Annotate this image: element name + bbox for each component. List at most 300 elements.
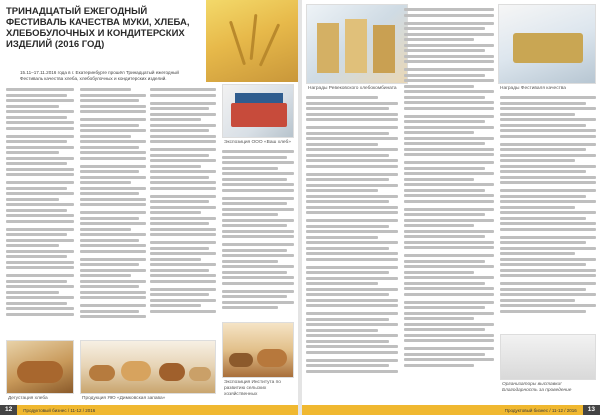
text-line [500, 288, 586, 291]
caption-tasting: Дегустация хлеба [8, 396, 48, 401]
text-line [150, 154, 209, 157]
text-line [306, 247, 389, 250]
text-line [404, 208, 494, 211]
text-line [404, 60, 494, 63]
text-line [80, 105, 146, 108]
text-line [306, 178, 389, 181]
text-line [500, 211, 596, 214]
text-line [404, 246, 494, 249]
text-line [306, 165, 398, 168]
article-title: ТРИНАДЦАТЫЙ ЕЖЕГОДНЫЙ ФЕСТИВАЛЬ КАЧЕСТВА МУКИ, ХЛЕБА, ХЛЕБОБУЛОЧНЫХ И КОНДИТЕРСКИХ ИЗДЕЛИЙ (2016 ГОД) [6, 6, 190, 50]
text-line [222, 172, 294, 175]
article-lead: 15.11–17.11.2016 года в г. Екатеринбурге прошёл Тринадцатый ежегодный Фестиваль качества хлеба, хлебобулочных и кондитерских изделий. [20, 70, 179, 81]
text-line [6, 192, 74, 195]
text-line [6, 255, 67, 258]
text-line [6, 121, 74, 124]
text-line [222, 161, 294, 164]
text-line [6, 302, 67, 305]
text-line [404, 364, 474, 367]
text-line [80, 222, 146, 225]
text-line [404, 235, 485, 238]
text-line [150, 181, 216, 184]
text-line [80, 203, 146, 206]
text-line [6, 296, 74, 299]
text-line [500, 154, 596, 157]
text-line [404, 68, 494, 71]
text-line [150, 88, 216, 91]
text-line [306, 189, 378, 192]
text-line [404, 27, 485, 30]
text-line [6, 214, 74, 217]
text-line [404, 107, 494, 110]
text-line [404, 131, 474, 134]
text-line [306, 345, 398, 348]
text-line [150, 258, 201, 261]
text-line [80, 151, 146, 154]
text-line [404, 312, 494, 315]
text-line [500, 176, 596, 179]
text-line [6, 187, 67, 190]
text-line [6, 291, 59, 294]
text-line [80, 129, 146, 132]
text-line [150, 228, 216, 231]
text-line [150, 159, 216, 162]
text-line [6, 307, 74, 310]
text-line [222, 249, 287, 252]
text-line [80, 258, 146, 261]
footer-right [302, 405, 600, 415]
awards-photo-2 [498, 4, 596, 84]
text-line [404, 120, 485, 123]
text-line [500, 274, 596, 277]
wheat-stalk-icon [259, 23, 280, 66]
text-line [6, 151, 59, 154]
text-line [80, 296, 146, 299]
text-line [222, 156, 287, 159]
text-line [150, 118, 201, 121]
caption-awards-renew: Награды Ревековского хлебокомбината [308, 86, 397, 91]
text-line [150, 195, 216, 198]
text-line [404, 358, 494, 361]
text-line [404, 213, 485, 216]
text-line [404, 353, 485, 356]
text-line [222, 265, 294, 268]
text-line [404, 167, 485, 170]
text-line [404, 172, 494, 175]
text-line [80, 198, 146, 201]
text-line [306, 236, 378, 239]
text-line [404, 38, 474, 41]
text-line [500, 170, 586, 173]
text-line [150, 148, 216, 151]
text-line [306, 96, 378, 99]
text-line [306, 132, 389, 135]
caption-organizers: Организаторы выставки! Благодарность за проведение [502, 382, 572, 393]
text-line [500, 282, 596, 285]
text-line [500, 252, 575, 255]
text-line [6, 181, 74, 184]
text-line [222, 243, 294, 246]
text-line [150, 140, 216, 143]
text-line [150, 247, 209, 250]
text-line [6, 285, 74, 288]
text-line [404, 271, 474, 274]
text-line [80, 140, 146, 143]
text-line [150, 200, 209, 203]
text-line [6, 198, 59, 201]
text-line [150, 211, 201, 214]
article-header [6, 6, 206, 50]
text-line [306, 159, 398, 162]
text-line [222, 183, 294, 186]
text-column-1 [6, 88, 74, 338]
text-line [404, 90, 494, 93]
awards-photo-1 [306, 4, 408, 84]
text-line [222, 276, 294, 279]
text-line [150, 222, 209, 225]
text-line [500, 269, 596, 272]
text-line [306, 118, 398, 121]
text-line [306, 184, 398, 187]
text-line [80, 135, 131, 138]
text-line [222, 306, 278, 309]
text-line [150, 206, 216, 209]
text-line [150, 113, 216, 116]
text-line [6, 209, 67, 212]
text-line [404, 142, 485, 145]
text-line [500, 258, 596, 261]
text-line [306, 173, 398, 176]
text-line [6, 274, 74, 277]
text-line [404, 101, 494, 104]
text-line [404, 126, 494, 129]
text-line [150, 102, 216, 105]
text-line [6, 99, 74, 102]
text-line [306, 143, 378, 146]
text-line [150, 269, 209, 272]
exhibition-photo-2 [222, 322, 294, 378]
text-line [6, 203, 74, 206]
text-line [306, 364, 389, 367]
text-line [222, 189, 294, 192]
text-line [6, 239, 74, 242]
text-line [306, 102, 398, 105]
text-line [6, 261, 74, 264]
text-line [500, 228, 596, 231]
text-line [6, 116, 67, 119]
text-line [80, 94, 146, 97]
text-line [404, 44, 494, 47]
text-line [222, 295, 287, 298]
text-line [404, 178, 474, 181]
text-line [404, 148, 494, 151]
wheat-photo [206, 0, 298, 82]
text-line [404, 241, 494, 244]
text-line [80, 99, 139, 102]
text-line [222, 150, 294, 153]
text-line [150, 293, 209, 296]
text-line [222, 178, 287, 181]
text-line [6, 88, 74, 91]
text-line [6, 105, 59, 108]
text-line [80, 146, 139, 149]
text-line [306, 323, 398, 326]
text-line [404, 334, 494, 337]
text-line [306, 351, 398, 354]
text-line [500, 165, 596, 168]
text-line [404, 85, 474, 88]
text-line [150, 107, 209, 110]
text-line [6, 162, 67, 165]
text-line [500, 189, 596, 192]
text-line [222, 290, 294, 293]
text-line [80, 263, 139, 266]
text-line [222, 202, 287, 205]
text-line [150, 280, 216, 283]
text-line [306, 293, 389, 296]
left-page [0, 0, 298, 415]
text-line [404, 189, 485, 192]
text-line [404, 153, 494, 156]
text-column-4 [222, 150, 294, 322]
text-line [404, 293, 494, 296]
text-line [500, 236, 596, 239]
text-line [80, 118, 146, 121]
text-line [404, 347, 494, 350]
text-line [306, 211, 398, 214]
text-line [306, 288, 398, 291]
text-line [80, 228, 131, 231]
text-line [6, 250, 74, 253]
text-line [306, 318, 389, 321]
text-line [306, 225, 389, 228]
text-line [500, 200, 596, 203]
text-line [306, 206, 398, 209]
text-line [6, 140, 67, 143]
text-line [222, 230, 294, 233]
text-line [500, 241, 586, 244]
text-line [306, 277, 398, 280]
text-line [404, 301, 494, 304]
text-line [150, 263, 216, 266]
footer-magazine-name: Продуктовый бизнес / 11-12 / 2016 [504, 407, 577, 413]
text-line [306, 359, 398, 362]
text-line [150, 165, 201, 168]
text-line [80, 233, 146, 236]
text-line [500, 159, 575, 162]
page-number: 12 [0, 405, 17, 415]
text-line [150, 299, 216, 302]
wheat-stalk-icon [229, 21, 246, 66]
text-line [404, 55, 494, 58]
text-line [500, 222, 596, 225]
text-line [500, 263, 586, 266]
text-line [500, 118, 596, 121]
text-line [306, 329, 378, 332]
text-line [222, 282, 294, 285]
text-line [80, 239, 139, 242]
text-line [80, 181, 131, 184]
text-line [6, 127, 74, 130]
text-line [6, 313, 74, 316]
text-line [306, 154, 389, 157]
text-line [150, 129, 209, 132]
text-line [6, 135, 74, 138]
text-line [150, 94, 216, 97]
text-line [222, 167, 278, 170]
text-line [80, 192, 139, 195]
text-line [150, 135, 216, 138]
organizers-photo [500, 334, 596, 380]
text-line [404, 328, 485, 331]
text-line [222, 197, 294, 200]
text-column-5 [306, 96, 398, 396]
text-line [80, 244, 146, 247]
text-line [500, 113, 575, 116]
text-line [306, 334, 398, 337]
text-line [80, 250, 146, 253]
text-line [80, 211, 146, 214]
bread-tasting-photo [6, 340, 74, 394]
caption-hleb: Экспозиция ООО «Ваш хлеб» [224, 140, 291, 145]
text-line [500, 310, 586, 313]
text-line [500, 135, 596, 138]
products-photo [80, 340, 216, 394]
text-line [500, 129, 596, 132]
text-line [80, 269, 146, 272]
text-line [6, 266, 74, 269]
text-line [500, 107, 596, 110]
text-line [306, 230, 398, 233]
text-column-6 [404, 8, 494, 396]
text-line [404, 224, 474, 227]
text-line [222, 208, 294, 211]
text-line [6, 220, 74, 223]
text-line [150, 187, 216, 190]
text-line [500, 217, 586, 220]
text-line [6, 228, 74, 231]
text-line [500, 148, 586, 151]
text-line [306, 200, 389, 203]
footer-left [0, 405, 298, 415]
text-line [404, 14, 494, 17]
text-line [6, 280, 67, 283]
text-line [404, 254, 494, 257]
text-line [404, 161, 494, 164]
text-line [404, 183, 494, 186]
text-line [404, 194, 494, 197]
text-line [404, 200, 494, 203]
text-line [404, 306, 485, 309]
text-line [222, 224, 287, 227]
text-line [6, 233, 67, 236]
right-page [302, 0, 600, 415]
text-line [306, 241, 398, 244]
page-number: 13 [583, 405, 600, 415]
text-line [222, 219, 294, 222]
text-line [306, 266, 398, 269]
text-line [150, 170, 216, 173]
text-line [404, 22, 494, 25]
text-line [500, 143, 596, 146]
text-line [306, 148, 398, 151]
text-column-2 [80, 88, 146, 338]
text-line [404, 276, 494, 279]
text-line [306, 299, 398, 302]
text-line [222, 254, 294, 257]
text-line [6, 244, 59, 247]
text-line [80, 291, 146, 294]
text-line [500, 181, 596, 184]
text-line [306, 340, 389, 343]
text-line [500, 247, 596, 250]
text-line [404, 317, 474, 320]
text-line [222, 235, 294, 238]
text-line [150, 241, 216, 244]
text-line [404, 49, 485, 52]
text-line [306, 126, 398, 129]
text-line [150, 252, 216, 255]
text-line [404, 339, 494, 342]
text-line [6, 173, 74, 176]
text-line [222, 271, 287, 274]
text-line [306, 252, 398, 255]
text-line [306, 282, 378, 285]
text-line [404, 287, 494, 290]
text-line [404, 8, 494, 11]
text-line [80, 187, 146, 190]
text-line [404, 282, 485, 285]
text-line [150, 304, 201, 307]
exhibition-photo-1 [222, 84, 294, 138]
text-line [404, 230, 494, 233]
text-line [80, 274, 131, 277]
text-line [222, 260, 278, 263]
text-line [306, 137, 398, 140]
text-line [404, 96, 485, 99]
text-line [306, 219, 398, 222]
text-line [6, 168, 74, 171]
text-line [306, 107, 389, 110]
text-column-3 [150, 88, 216, 332]
text-line [500, 195, 586, 198]
text-line [404, 260, 485, 263]
text-line [150, 233, 216, 236]
text-line [222, 301, 294, 304]
text-line [306, 113, 398, 116]
text-line [150, 288, 216, 291]
text-line [80, 88, 131, 91]
text-line [80, 217, 139, 220]
text-line [150, 274, 216, 277]
text-line [150, 310, 216, 313]
text-line [6, 110, 74, 113]
text-line [404, 33, 494, 36]
caption-awards-fest: Награды Фестиваля качества [500, 86, 566, 91]
text-line [6, 94, 67, 97]
text-line [6, 157, 74, 160]
text-line [150, 176, 209, 179]
text-line [500, 293, 596, 296]
footer-magazine-name: Продуктовый бизнес / 11-12 / 2016 [23, 407, 96, 413]
text-line [6, 146, 74, 149]
text-line [404, 79, 494, 82]
text-line [500, 96, 596, 99]
text-line [500, 124, 586, 127]
text-line [80, 170, 139, 173]
text-line [80, 176, 146, 179]
text-line [500, 206, 575, 209]
